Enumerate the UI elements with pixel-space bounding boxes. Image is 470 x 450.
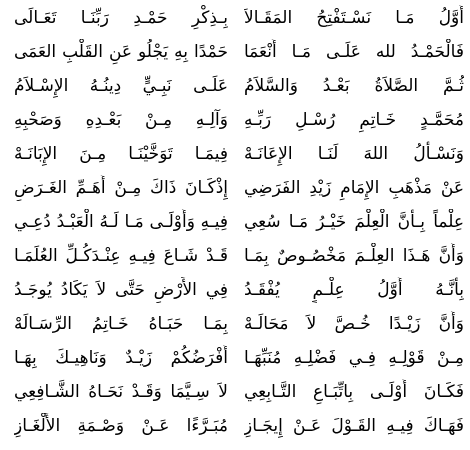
second-hemistich: أَفْرَضُكُمْ زَيْـدٌ وَنَاهِيـكَ بِهَـا (14, 348, 228, 368)
second-hemistich: وَآلِـهِ مِـنْ بَعْـدِهِ وَصَحْبِهِ (14, 110, 228, 130)
second-hemistich: قَـدْ شَـاعَ فِيـهِ عِنْـدَكُـلِّ العُلَمَـا (14, 246, 228, 266)
verse (0, 141, 470, 167)
first-hemistich: وَأَنَّ هَـذَا العِلْـمَ مَخْصُـوصٌ بِمَـا (244, 246, 464, 266)
verse (0, 413, 470, 439)
verse (0, 379, 470, 405)
second-hemistich: فِيـهِ وَأَوْلَـى مَـا لَـهُ الْعَبْـدُ دُعِـي (14, 212, 228, 232)
verse (0, 5, 470, 31)
verse (0, 311, 470, 337)
first-hemistich: فَهَـاكَ فِيـهِ القَـوْلَ عَـنْ إِيجَـازِ (244, 416, 464, 436)
first-hemistich: فَالْحَمْـدُ لله عَلَـى مَـا أَنْعَمَا (244, 42, 464, 62)
verse (0, 243, 470, 269)
first-hemistich: ثُـمَّ الصَّلاَةُ بَعْـدُ وَالسَّلاَمُ (244, 76, 464, 96)
second-hemistich: بِـذِكْرِ حَمْـدِ رَبِّنَـا تَعَـالَى (14, 8, 228, 28)
second-hemistich: إِذْكَـانَ ذَاكَ مِـنْ أَهَـمِّ الغَـرَضِ (14, 178, 228, 198)
first-hemistich: فَكَـانَ أَوْلَـى بِاتِّبَـاعِ التَّـابِعِي (244, 382, 464, 402)
first-hemistich: أَوَّلُ مَـا نَسْـتَفْتِحُ المَقَـالاَ (244, 8, 464, 28)
first-hemistich: وَنَسْـأَلُ اللهَ لَنَـا الإِعَانَـهْ (244, 144, 464, 164)
second-hemistich: لاَ سِـيَّمَا وَقَـدْ نَحَـاهُ الشَّـافِعِي (14, 382, 228, 402)
verse (0, 73, 470, 99)
verse (0, 107, 470, 133)
verse (0, 345, 470, 371)
second-hemistich: فِيمَـا تَوَخَّيْنَـا مِـنَ الإِبَانَـهْ (14, 144, 228, 164)
second-hemistich: مُبَـرَّءًا عَـنْ وَصْـمَةِ الأَلْغَـازِ (14, 416, 228, 436)
verse (0, 209, 470, 235)
first-hemistich: مُحَمَّـدٍ خَـاتِمِ رُسْـلِ رَبِّـهِ (244, 110, 464, 130)
verse (0, 277, 470, 303)
first-hemistich: بِأَنَّـهُ أَوَّلُ عِلْـمٍ يُفْقَـدُ (244, 280, 464, 300)
verse (0, 175, 470, 201)
first-hemistich: وَأَنَّ زَيْـدًا خُـصَّ لاَ مَحَالَـهْ (244, 314, 464, 334)
second-hemistich: حَمْدًا بِهِ يَجْلُو عَنِ القَلْبِ العَمَى (14, 42, 228, 62)
first-hemistich: عَنْ مَذْهَبِ الإِمَامِ زَيْدِ الفَرَضِي (244, 178, 464, 198)
first-hemistich: مِـنْ قَوْلِـهِ فِـي فَضْلِـهِ مُنَبِّهَـا (244, 348, 464, 368)
verse (0, 39, 470, 65)
second-hemistich: عَلَـى نَبِـيٍّ دِينُـهُ الإِسْـلاَمُ (14, 76, 228, 96)
second-hemistich: فِي الأَرْضِ حَتَّى لاَ يَكَادُ يُوجَـدُ (14, 280, 228, 300)
second-hemistich: بِمَـا حَبَـاهُ خَـاتِمُ الرِّسَـالَهْ (14, 314, 228, 334)
first-hemistich: عِلْماً بِـأَنَّ الْعِلْمَ خَيْـرُ مَـا سُعِي (244, 212, 464, 232)
